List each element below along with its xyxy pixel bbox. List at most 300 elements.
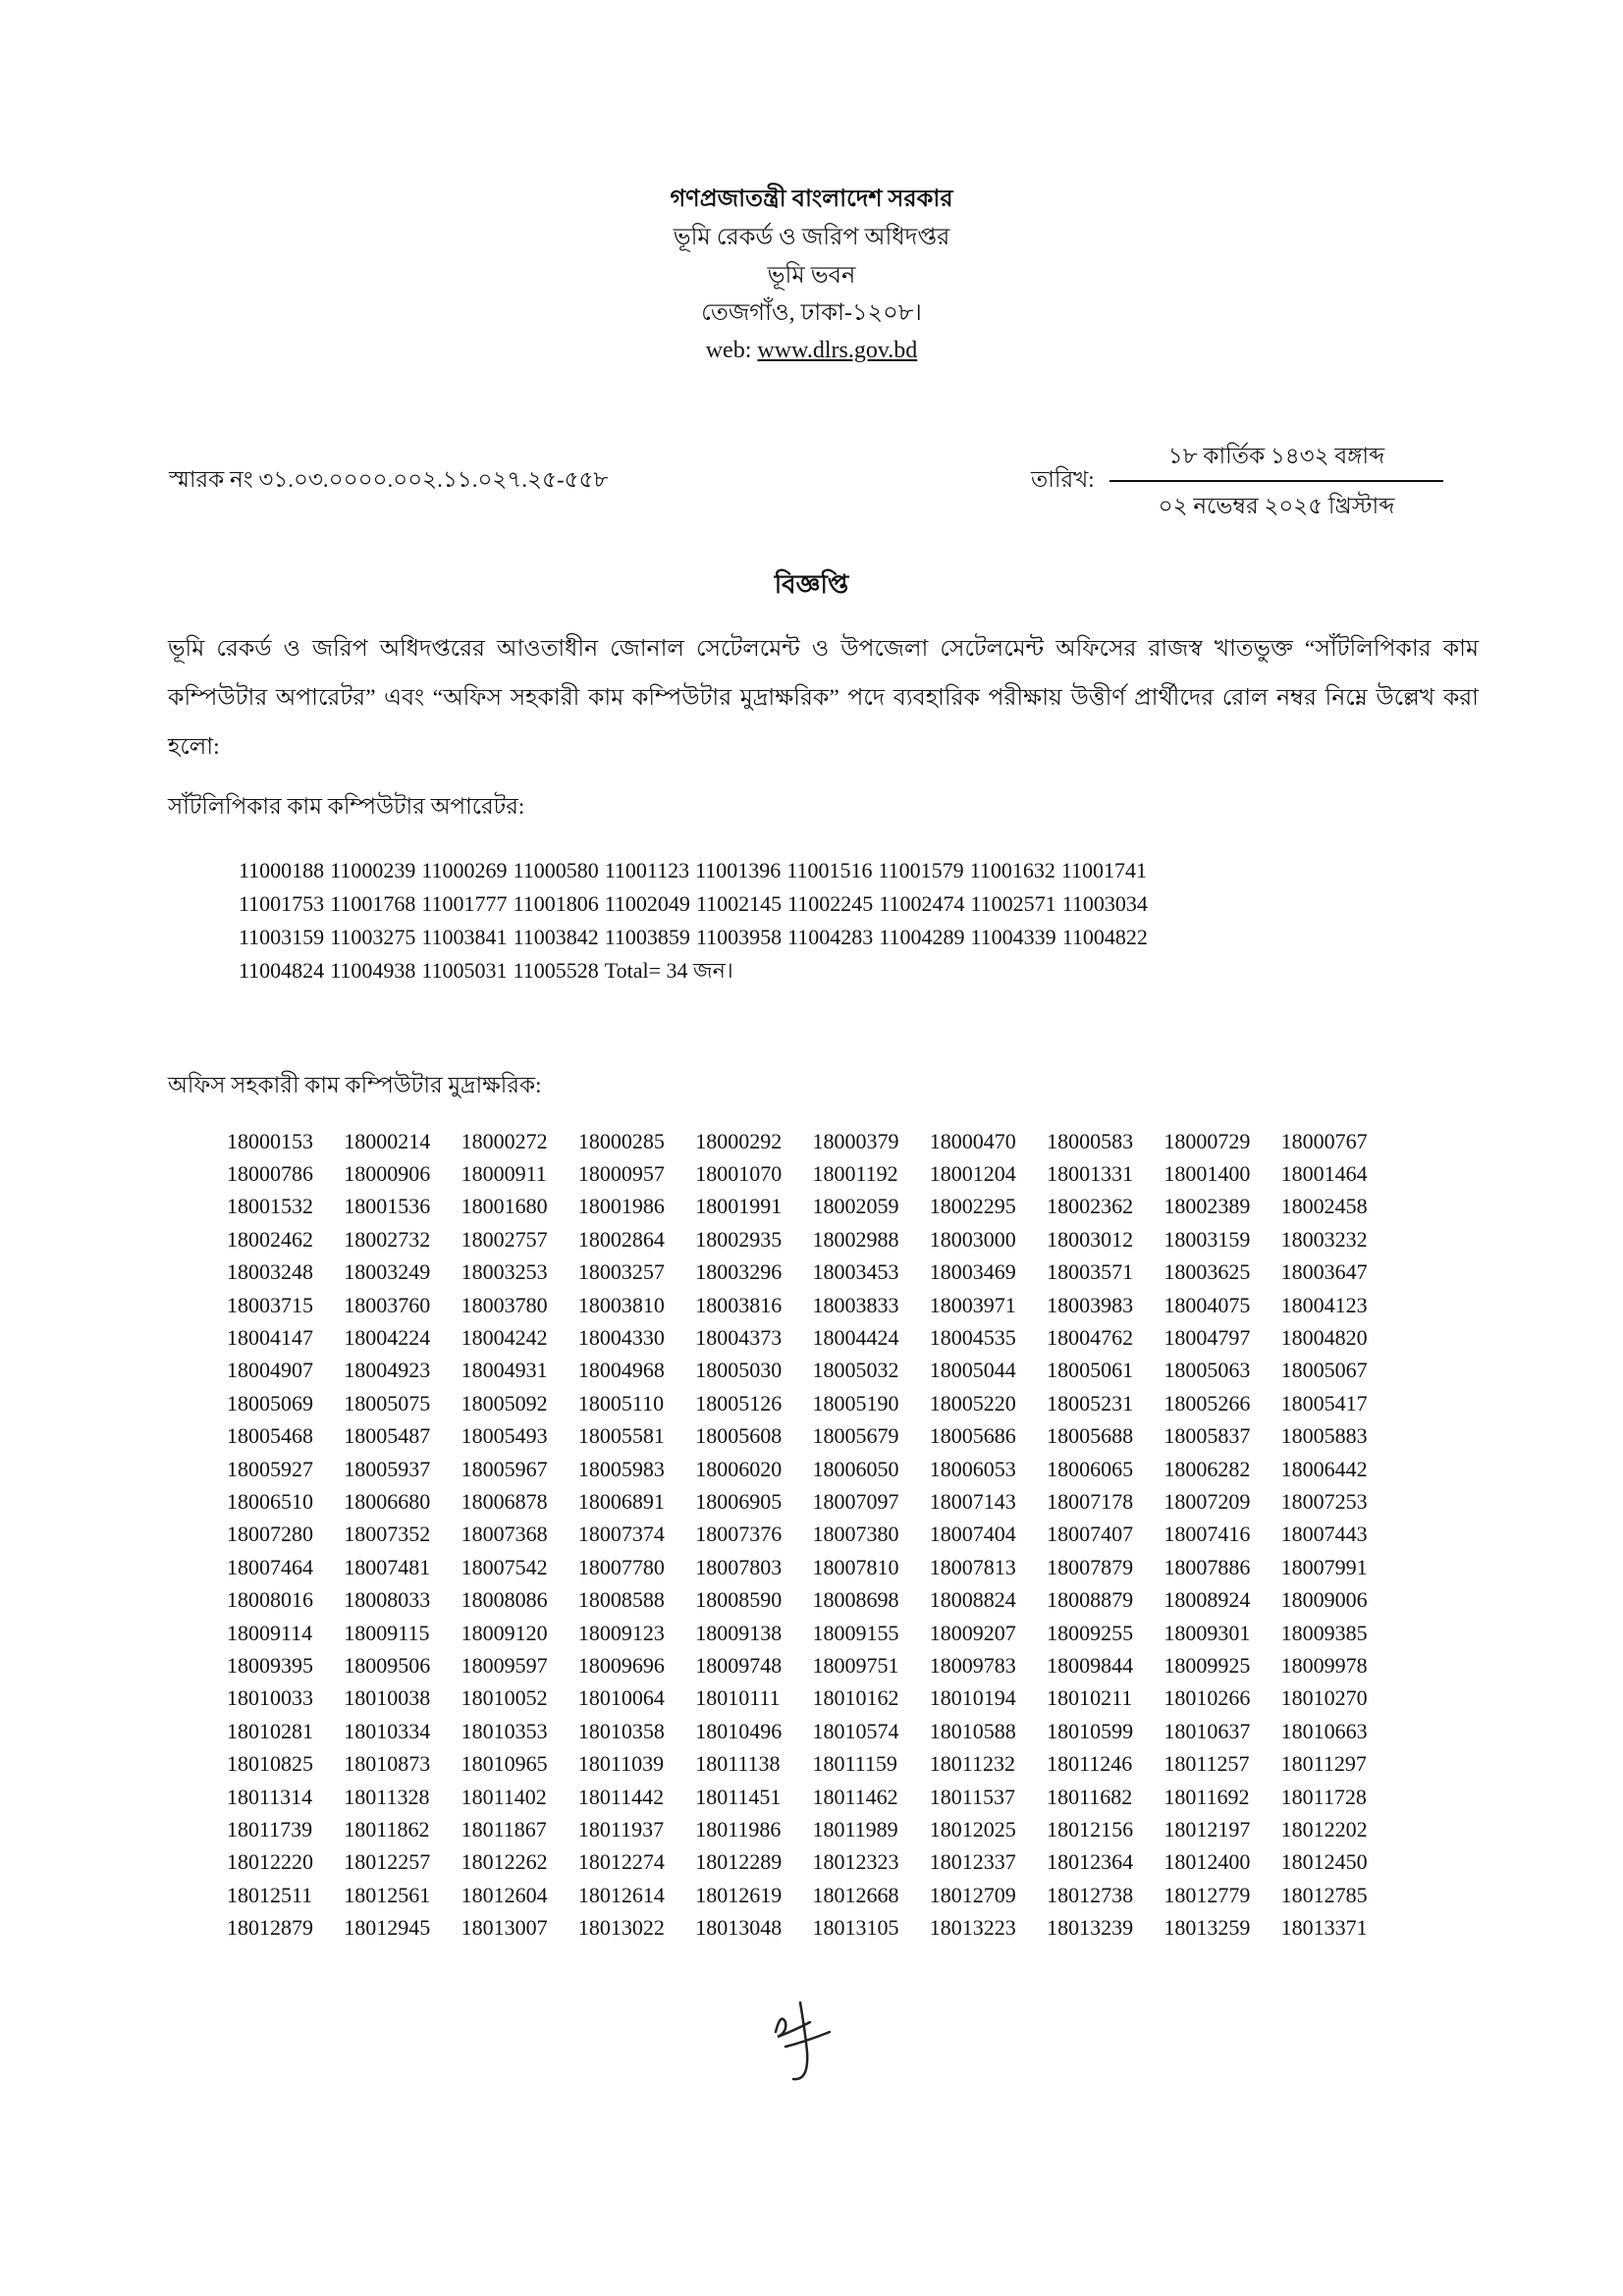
date-label: তারিখ: [1031, 467, 1095, 492]
roll-number: 18007352 [344, 1522, 431, 1547]
roll-number: 18010270 [1280, 1685, 1368, 1711]
roll-number: 18005266 [1163, 1390, 1251, 1415]
roll-number: 18003248 [227, 1259, 313, 1285]
roll-number: 18009115 [344, 1620, 430, 1645]
roll-number: 18010825 [227, 1751, 313, 1777]
roll-number: 18009120 [460, 1620, 548, 1645]
roll-number: 18010064 [577, 1685, 665, 1711]
roll-number: 18005679 [812, 1423, 899, 1449]
roll-number: 18004968 [577, 1358, 665, 1383]
roll-number: 18011232 [929, 1751, 1015, 1777]
roll-number: 18005581 [577, 1423, 665, 1449]
roll-number: 18002935 [695, 1226, 783, 1252]
roll-number: 18013022 [577, 1915, 665, 1941]
roll-number: 18008879 [1047, 1587, 1134, 1613]
roll-number: 11001768 [330, 891, 416, 916]
roll-number: 18001532 [227, 1194, 313, 1219]
section1-heading: সাঁটলিপিকার কাম কম্পিউটার অপারেটর: [168, 794, 525, 819]
website-link[interactable]: www.dlrs.gov.bd [757, 338, 918, 363]
roll-number: 18007376 [695, 1522, 783, 1547]
roll-number: 18007481 [344, 1554, 431, 1579]
roll-number: 18010194 [929, 1685, 1016, 1711]
roll-number: 18000292 [695, 1128, 783, 1153]
roll-number: 18010353 [460, 1718, 548, 1743]
roll-number: 18005493 [460, 1423, 548, 1449]
roll-row [239, 921, 1154, 954]
roll-number: 18009138 [695, 1620, 783, 1645]
roll-number: 11003958 [695, 925, 783, 949]
department-name: ভূমি রেকর্ড ও জরিপ অধিদপ্তর [673, 225, 950, 250]
roll-number: 18012202 [1280, 1816, 1368, 1842]
roll-number: 18009301 [1163, 1620, 1251, 1645]
roll-number: 18012274 [577, 1849, 665, 1875]
roll-number: 18002295 [929, 1194, 1016, 1219]
roll-number: 18010038 [344, 1685, 431, 1711]
roll-number: 18007097 [812, 1488, 899, 1514]
roll-number: 18004242 [460, 1325, 548, 1351]
roll-number: 18011989 [812, 1816, 898, 1842]
roll-number: 18011257 [1163, 1751, 1250, 1777]
roll-row [227, 1191, 1398, 1223]
roll-number: 11000188 [239, 858, 325, 882]
roll-number: 11001806 [513, 891, 599, 916]
roll-number: 18008588 [577, 1587, 665, 1613]
roll-number: 18011328 [344, 1784, 430, 1809]
roll-number: 18003971 [929, 1292, 1016, 1317]
roll-number: 18013371 [1280, 1915, 1368, 1941]
roll-row [227, 1617, 1398, 1649]
roll-row [227, 1321, 1398, 1354]
roll-row [227, 1485, 1398, 1518]
roll-number: 18011314 [227, 1784, 313, 1809]
roll-number: 18009006 [1280, 1587, 1368, 1613]
roll-number: 18010033 [227, 1685, 313, 1711]
roll-number: 18004535 [929, 1325, 1016, 1351]
roll-number: 18003715 [227, 1292, 313, 1317]
roll-number: 18000272 [460, 1128, 548, 1153]
roll-number: 18012604 [460, 1882, 548, 1907]
roll-number: 18012262 [460, 1849, 548, 1875]
roll-number: 18002059 [812, 1194, 899, 1219]
roll-number: 18000957 [577, 1161, 665, 1187]
roll-number: 18012619 [695, 1882, 783, 1907]
roll-number: 18000767 [1280, 1128, 1368, 1153]
roll-number: 18009748 [695, 1652, 783, 1678]
roll-number: 18010496 [695, 1718, 783, 1743]
roll-number: 11002049 [604, 891, 690, 916]
roll-row [239, 887, 1154, 921]
roll-number: 11004339 [970, 925, 1056, 949]
roll-number: 18011039 [577, 1751, 665, 1777]
roll-number: 18012400 [1163, 1849, 1251, 1875]
roll-number: 18012289 [695, 1849, 783, 1875]
roll-number: 18010358 [577, 1718, 665, 1743]
roll-row [227, 1157, 1398, 1190]
roll-number: 18007464 [227, 1554, 313, 1579]
roll-number: 11000269 [421, 858, 508, 882]
roll-number: 18007143 [929, 1488, 1016, 1514]
roll-number: 18005032 [812, 1358, 899, 1383]
roll-row [227, 1387, 1398, 1419]
roll-number: 18005126 [695, 1390, 783, 1415]
roll-number: 18001536 [344, 1194, 431, 1219]
roll-number: 18001331 [1047, 1161, 1134, 1187]
roll-number: 11003159 [239, 925, 325, 949]
roll-number: 18002732 [344, 1226, 431, 1252]
roll-number: 18007407 [1047, 1522, 1134, 1547]
roll-number: 18008824 [929, 1587, 1016, 1613]
roll-number: 18004907 [227, 1358, 313, 1383]
roll-number: 18013048 [695, 1915, 783, 1941]
roll-row [227, 1289, 1398, 1321]
roll-number: 18007178 [1047, 1488, 1134, 1514]
roll-row [227, 1256, 1398, 1289]
roll-number: 11001516 [786, 858, 873, 882]
roll-number: 18002362 [1047, 1194, 1134, 1219]
roll-row [227, 1583, 1398, 1616]
roll-number: 18009696 [577, 1652, 665, 1678]
roll-number: 18012197 [1163, 1816, 1251, 1842]
roll-number: 18007380 [812, 1522, 899, 1547]
roll-row [227, 1125, 1398, 1157]
roll-number: 18005417 [1280, 1390, 1368, 1415]
memo-number: স্মারক নং ৩১.০৩.০০০০.০০২.১১.০২৭.২৫-৫৫৮ [169, 467, 609, 492]
roll-row [227, 1846, 1398, 1879]
roll-number: 18003571 [1047, 1259, 1134, 1285]
roll-number: 18008698 [812, 1587, 899, 1613]
roll-number: 18004123 [1280, 1292, 1368, 1317]
roll-number: 18006891 [577, 1488, 665, 1514]
roll-number: 18012364 [1047, 1849, 1134, 1875]
roll-number: 11003275 [330, 925, 416, 949]
roll-number: 18005468 [227, 1423, 313, 1449]
roll-number: 18005110 [577, 1390, 665, 1415]
roll-number: 18010663 [1280, 1718, 1368, 1743]
roll-number: 11004822 [1061, 925, 1148, 949]
roll-number: 11001632 [969, 858, 1055, 882]
roll-number: 18013007 [460, 1915, 548, 1941]
roll-number: 18005075 [344, 1390, 431, 1415]
roll-number: 18003810 [577, 1292, 665, 1317]
website [0, 336, 1623, 365]
roll-number: 18005487 [344, 1423, 431, 1449]
roll-number: 18002458 [1280, 1194, 1368, 1219]
roll-number: 18013223 [929, 1915, 1016, 1941]
roll-number: 18004923 [344, 1358, 431, 1383]
roll-number: 11005528 [513, 958, 599, 983]
roll-row [239, 854, 1154, 887]
roll-number: 18007368 [460, 1522, 548, 1547]
roll-number: 18009207 [929, 1620, 1016, 1645]
roll-number: 18011862 [344, 1816, 430, 1842]
roll-number: 18000911 [460, 1161, 547, 1187]
roll-number: 18004373 [695, 1325, 783, 1351]
roll-number: 18003296 [695, 1259, 783, 1285]
roll-number: 18003257 [577, 1259, 665, 1285]
roll-number: 18002757 [460, 1226, 548, 1252]
roll-number: 18004147 [227, 1325, 313, 1351]
roll-number: 18003760 [344, 1292, 431, 1317]
roll-number: 18005686 [929, 1423, 1016, 1449]
roll-number: 18010334 [344, 1718, 431, 1743]
roll-number: 18008016 [227, 1587, 313, 1613]
roll-number: 18004797 [1163, 1325, 1251, 1351]
roll-row [239, 954, 1154, 988]
roll-number: 18008590 [695, 1587, 783, 1613]
roll-number: 18006510 [227, 1488, 313, 1514]
roll-number: 18010637 [1163, 1718, 1251, 1743]
roll-number: 18011537 [929, 1784, 1015, 1809]
government-name: গণপ্রজাতন্ত্রী বাংলাদেশ সরকার [670, 187, 953, 212]
roll-number: 11003842 [513, 925, 599, 949]
roll-number: 11003859 [604, 925, 690, 949]
roll-number: 18000583 [1047, 1128, 1134, 1153]
roll-number: 18004424 [812, 1325, 899, 1351]
roll-number: 18007416 [1163, 1522, 1251, 1547]
roll-number: 18005069 [227, 1390, 313, 1415]
roll-number: 18011739 [227, 1816, 313, 1842]
roll-number: 18005927 [227, 1456, 313, 1481]
section1-roll-list [239, 854, 1154, 988]
roll-number: 11001777 [421, 891, 508, 916]
roll-number: 18011682 [1047, 1784, 1133, 1809]
roll-number: 18010281 [227, 1718, 313, 1743]
roll-number: 18009395 [227, 1652, 313, 1678]
roll-number: 11001753 [239, 891, 325, 916]
roll-number: 11002245 [787, 891, 874, 916]
roll-number: 18000153 [227, 1128, 313, 1153]
roll-number: 18001070 [695, 1161, 783, 1187]
roll-number: 18010599 [1047, 1718, 1134, 1743]
roll-number: 18012337 [929, 1849, 1016, 1875]
roll-number: 11003841 [421, 925, 508, 949]
roll-number: 18000470 [929, 1128, 1016, 1153]
roll-row [227, 1420, 1398, 1453]
roll-number: 11000239 [330, 858, 416, 882]
roll-number: 18007280 [227, 1522, 313, 1547]
roll-number: 18005688 [1047, 1423, 1134, 1449]
roll-number: 18013239 [1047, 1915, 1134, 1941]
roll-number: 18012709 [929, 1882, 1016, 1907]
roll-number: 18002864 [577, 1226, 665, 1252]
roll-number: 18012220 [227, 1849, 313, 1875]
date-gregorian: ০২ নভেম্বর ২০২৫ খ্রিস্টাব্দ [1158, 494, 1395, 518]
roll-number: 18011442 [577, 1784, 665, 1809]
roll-number: 18005061 [1047, 1358, 1134, 1383]
roll-number: 11004824 [239, 958, 325, 983]
roll-number: 18007879 [1047, 1554, 1134, 1579]
roll-number: 18008924 [1163, 1587, 1251, 1613]
roll-number: 18004931 [460, 1358, 548, 1383]
notice-paragraph: ভূমি রেকর্ড ও জরিপ অধিদপ্তরের আওতাধীন জোনাল সেটেলমেন্ট ও উপজেলা সেটেলমেন্ট অফিসের রাজস্ব খাতভুক্ত “সাঁটলিপিকার কাম কম্পিউটার অপারেটর” এবং “অফিস সহকারী কাম কম্পিউটার মুদ্রাক্ষরিক” পদে ব্যবহারিক পরীক্ষায় উত্তীর্ণ প্রার্থীদের রোল নম্বর নিম্নে উল্লেখ করা হলো: [168, 636, 1479, 760]
roll-number: 18011692 [1163, 1784, 1250, 1809]
roll-row [227, 1355, 1398, 1387]
roll-number: 18001204 [929, 1161, 1016, 1187]
roll-number: 18002389 [1163, 1194, 1251, 1219]
roll-row [227, 1813, 1398, 1845]
roll-row [227, 1715, 1398, 1747]
roll-number: 18005967 [460, 1456, 548, 1481]
roll-number: 11001396 [695, 858, 782, 882]
roll-number: 18011138 [695, 1751, 781, 1777]
roll-number: 18002462 [227, 1226, 313, 1252]
roll-number: 18009114 [227, 1620, 313, 1645]
roll-number: 18003625 [1163, 1259, 1251, 1285]
roll-number: 18005220 [929, 1390, 1016, 1415]
roll-number: 18010588 [929, 1718, 1016, 1743]
roll-number: 18012945 [344, 1915, 431, 1941]
roll-number: 18007443 [1280, 1522, 1368, 1547]
roll-number: 18007780 [577, 1554, 665, 1579]
roll-number: 18012025 [929, 1816, 1016, 1842]
roll-number: 18009978 [1280, 1652, 1368, 1678]
roll-row [227, 1879, 1398, 1911]
section2-roll-list [227, 1125, 1398, 1945]
roll-number: 18008086 [460, 1587, 548, 1613]
roll-number: 11000580 [513, 858, 599, 882]
roll-number: 18012323 [812, 1849, 899, 1875]
roll-number: 18012614 [577, 1882, 665, 1907]
roll-number: 18012511 [227, 1882, 313, 1907]
roll-number: 18003469 [929, 1259, 1016, 1285]
roll-row [227, 1911, 1398, 1944]
roll-number: 18012738 [1047, 1882, 1134, 1907]
roll-number: 18007803 [695, 1554, 783, 1579]
roll-number: 18000786 [227, 1161, 313, 1187]
signature [756, 1993, 844, 2096]
date-bangla: ১৮ কার্তিক ১৪৩২ বঙ্গাব্দ [1109, 438, 1443, 482]
roll-number: 18003816 [695, 1292, 783, 1317]
roll-number: 18013105 [812, 1915, 899, 1941]
roll-number: 18009844 [1047, 1652, 1134, 1678]
roll-number: 18005983 [577, 1456, 665, 1481]
roll-number: 18010873 [344, 1751, 431, 1777]
roll-number: 18005030 [695, 1358, 783, 1383]
roll-number: 18003000 [929, 1226, 1016, 1252]
roll-row [227, 1649, 1398, 1682]
roll-number: 11002571 [970, 891, 1056, 916]
roll-number: 18012785 [1280, 1882, 1368, 1907]
building-name: ভূমি ভবন [767, 263, 856, 289]
roll-number: 18004075 [1163, 1292, 1251, 1317]
roll-number: 11002145 [695, 891, 783, 916]
section2-heading: অফিস সহকারী কাম কম্পিউটার মুদ্রাক্ষরিক: [168, 1073, 542, 1097]
roll-number: 18011246 [1047, 1751, 1133, 1777]
roll-number: 18012561 [344, 1882, 431, 1907]
roll-number: 18005063 [1163, 1358, 1251, 1383]
roll-number: 18007813 [929, 1554, 1016, 1579]
roll-number: 18001192 [812, 1161, 898, 1187]
roll-number: 18003253 [460, 1259, 548, 1285]
roll-number: 18009155 [812, 1620, 899, 1645]
total-count: Total= 34 জন। [604, 958, 733, 983]
notice-title: বিজ্ঞপ্তি [774, 570, 849, 599]
roll-number: 18006442 [1280, 1456, 1368, 1481]
web-label: web: [705, 338, 752, 363]
roll-row [227, 1747, 1398, 1780]
roll-number: 18011986 [695, 1816, 782, 1842]
roll-number: 18005231 [1047, 1390, 1134, 1415]
roll-number: 18009255 [1047, 1620, 1134, 1645]
roll-number: 18003232 [1280, 1226, 1368, 1252]
roll-number: 18007253 [1280, 1488, 1368, 1514]
roll-number: 18001680 [460, 1194, 548, 1219]
roll-number: 18007886 [1163, 1554, 1251, 1579]
roll-number: 18008033 [344, 1587, 431, 1613]
roll-row [227, 1781, 1398, 1813]
roll-number: 18011937 [577, 1816, 665, 1842]
roll-number: 18006680 [344, 1488, 431, 1514]
roll-number: 18007810 [812, 1554, 899, 1579]
roll-number: 18012779 [1163, 1882, 1251, 1907]
roll-number: 11004283 [787, 925, 874, 949]
roll-number: 18011402 [460, 1784, 547, 1809]
roll-number: 11001579 [878, 858, 964, 882]
roll-number: 18007404 [929, 1522, 1016, 1547]
roll-number: 18002988 [812, 1226, 899, 1252]
roll-number: 18004330 [577, 1325, 665, 1351]
roll-number: 18012257 [344, 1849, 431, 1875]
roll-number: 18007374 [577, 1522, 665, 1547]
roll-number: 18003159 [1163, 1226, 1251, 1252]
roll-number: 18009925 [1163, 1652, 1251, 1678]
roll-number: 18009597 [460, 1652, 548, 1678]
roll-number: 18003647 [1280, 1259, 1368, 1285]
roll-number: 18001464 [1280, 1161, 1368, 1187]
roll-number: 18006065 [1047, 1456, 1134, 1481]
roll-number: 18001991 [695, 1194, 783, 1219]
roll-number: 18004762 [1047, 1325, 1134, 1351]
roll-number: 18007991 [1280, 1554, 1368, 1579]
roll-number: 18012668 [812, 1882, 899, 1907]
roll-number: 18007209 [1163, 1488, 1251, 1514]
roll-number: 18000214 [344, 1128, 431, 1153]
roll-number: 18011297 [1280, 1751, 1367, 1777]
roll-number: 18006020 [695, 1456, 783, 1481]
roll-number: 18006282 [1163, 1456, 1251, 1481]
roll-number: 18009783 [929, 1652, 1016, 1678]
roll-number: 11001123 [604, 858, 690, 882]
roll-number: 18010111 [695, 1685, 781, 1711]
roll-number: 18012156 [1047, 1816, 1134, 1842]
date-block [1109, 438, 1443, 526]
roll-number: 18006050 [812, 1456, 899, 1481]
roll-number: 18000906 [344, 1161, 431, 1187]
roll-number: 18001400 [1163, 1161, 1251, 1187]
roll-number: 18005937 [344, 1456, 431, 1481]
roll-number: 18009751 [812, 1652, 899, 1678]
roll-number: 18009123 [577, 1620, 665, 1645]
roll-number: 18011451 [695, 1784, 782, 1809]
roll-number: 18004224 [344, 1325, 431, 1351]
roll-number: 18012450 [1280, 1849, 1368, 1875]
roll-number: 11001741 [1060, 858, 1148, 882]
roll-number: 18007542 [460, 1554, 548, 1579]
roll-number: 18011159 [812, 1751, 897, 1777]
roll-number: 18011867 [460, 1816, 547, 1842]
roll-number: 18005608 [695, 1423, 783, 1449]
roll-number: 18012879 [227, 1915, 313, 1941]
roll-number: 18013259 [1163, 1915, 1251, 1941]
roll-number: 18003780 [460, 1292, 548, 1317]
roll-number: 18005067 [1280, 1358, 1368, 1383]
roll-number: 18000285 [577, 1128, 665, 1153]
roll-number: 18011462 [812, 1784, 898, 1809]
roll-number: 18010052 [460, 1685, 548, 1711]
roll-number: 18005092 [460, 1390, 548, 1415]
roll-row [227, 1682, 1398, 1715]
roll-number: 18005883 [1280, 1423, 1368, 1449]
